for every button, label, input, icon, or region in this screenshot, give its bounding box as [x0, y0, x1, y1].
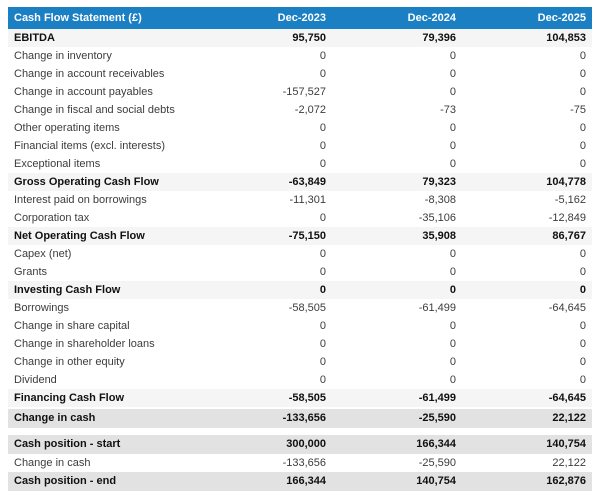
- row-label: EBITDA: [14, 31, 55, 44]
- row-label: Change in shareholder loans: [14, 337, 155, 350]
- row-value: 0: [319, 49, 326, 62]
- row-value: 0: [579, 337, 586, 350]
- table-row: [8, 173, 592, 191]
- row-value: -8,308: [424, 193, 456, 206]
- row-label: Net Operating Cash Flow: [14, 229, 145, 242]
- table-row: [8, 119, 592, 137]
- row-label: Corporation tax: [14, 211, 90, 224]
- row-label: Change in other equity: [14, 355, 125, 368]
- row-value: -12,849: [548, 211, 586, 224]
- row-value: 0: [449, 139, 456, 152]
- table-row: [8, 454, 592, 472]
- row-value: -25,590: [418, 456, 456, 469]
- row-value: 0: [579, 139, 586, 152]
- table-row: [8, 263, 592, 281]
- row-label: Capex (net): [14, 247, 72, 260]
- row-value: 104,778: [546, 175, 586, 188]
- row-value: -73: [440, 103, 456, 116]
- row-value: 79,323: [422, 175, 456, 188]
- section-divider-gap: [8, 428, 592, 435]
- row-value: 0: [579, 121, 586, 134]
- table-row: [8, 227, 592, 245]
- row-value: -61,499: [418, 301, 456, 314]
- row-value: 0: [319, 373, 326, 386]
- row-value: 0: [319, 265, 326, 278]
- row-value: 0: [579, 355, 586, 368]
- row-label: Change in cash: [14, 456, 91, 469]
- table-row: [8, 83, 592, 101]
- table-row: [8, 472, 592, 491]
- row-value: 0: [449, 283, 456, 296]
- table-row: [8, 317, 592, 335]
- row-value: 35,908: [422, 229, 456, 242]
- table-row: [8, 353, 592, 371]
- row-value: -75,150: [288, 229, 326, 242]
- row-label: Other operating items: [14, 121, 120, 134]
- row-value: 79,396: [422, 31, 456, 44]
- table-row: [8, 65, 592, 83]
- row-label: Financial items (excl. interests): [14, 139, 165, 152]
- row-label: Cash position - start: [14, 438, 121, 450]
- row-value: 0: [579, 265, 586, 278]
- table-row: [8, 389, 592, 407]
- row-value: -75: [570, 103, 586, 116]
- row-value: 104,853: [546, 31, 586, 44]
- row-value: -35,106: [418, 211, 456, 224]
- row-value: 0: [449, 121, 456, 134]
- row-value: 0: [449, 355, 456, 368]
- row-value: 0: [579, 319, 586, 332]
- row-value: -64,645: [548, 391, 586, 404]
- row-value: 22,122: [552, 456, 586, 469]
- row-label: Change in share capital: [14, 319, 130, 332]
- row-value: 0: [449, 85, 456, 98]
- row-value: 0: [449, 67, 456, 80]
- row-value: 0: [319, 247, 326, 260]
- row-value: -11,301: [289, 193, 326, 206]
- row-value: -64,645: [548, 301, 586, 314]
- table-row: [8, 335, 592, 353]
- row-value: 300,000: [286, 438, 326, 450]
- row-value: 0: [449, 337, 456, 350]
- row-value: -133,656: [282, 456, 326, 469]
- row-value: 0: [319, 211, 326, 224]
- table-row: [8, 209, 592, 227]
- row-value: 0: [579, 67, 586, 80]
- row-value: -157,527: [282, 85, 326, 98]
- row-value: 0: [319, 121, 326, 134]
- row-value: 140,754: [416, 475, 456, 487]
- table-row: [8, 29, 592, 47]
- row-label: Change in account payables: [14, 85, 153, 98]
- row-label: Change in account receivables: [14, 67, 165, 80]
- row-label: Grants: [14, 265, 48, 278]
- table-body-cash-flow: [8, 29, 592, 428]
- row-value: 0: [579, 49, 586, 62]
- row-label: Interest paid on borrowings: [14, 193, 147, 206]
- column-header-dec-2024: Dec-2024: [407, 11, 456, 24]
- row-value: 166,344: [286, 475, 326, 487]
- table-row: [8, 245, 592, 263]
- row-value: 95,750: [292, 31, 326, 44]
- table-row: [8, 191, 592, 209]
- row-value: 0: [579, 373, 586, 386]
- table-row: [8, 137, 592, 155]
- row-value: 0: [319, 283, 326, 296]
- column-header-dec-2023: Dec-2023: [277, 11, 326, 24]
- row-label: Borrowings: [14, 301, 70, 314]
- table-row: [8, 155, 592, 173]
- row-value: 162,876: [546, 475, 586, 487]
- table-row: [8, 409, 592, 428]
- table-row: [8, 281, 592, 299]
- table-title: Cash Flow Statement (£): [14, 11, 142, 24]
- table-row: [8, 299, 592, 317]
- table-row: [8, 47, 592, 65]
- table-header-row: [8, 7, 592, 29]
- row-value: 0: [449, 49, 456, 62]
- row-value: 0: [579, 85, 586, 98]
- row-value: -5,162: [554, 193, 586, 206]
- row-value: 166,344: [416, 438, 456, 450]
- row-value: 140,754: [546, 438, 586, 450]
- table-row: [8, 371, 592, 389]
- row-label: Exceptional items: [14, 157, 101, 170]
- row-label: Gross Operating Cash Flow: [14, 175, 159, 188]
- row-value: -61,499: [418, 391, 456, 404]
- row-value: -2,072: [294, 103, 326, 116]
- table-row: [8, 101, 592, 119]
- row-value: 0: [319, 67, 326, 80]
- row-label: Dividend: [14, 373, 57, 386]
- row-label: Investing Cash Flow: [14, 283, 121, 296]
- row-value: 0: [449, 247, 456, 260]
- row-label: Change in fiscal and social debts: [14, 103, 175, 116]
- column-header-dec-2025: Dec-2025: [537, 11, 586, 24]
- row-label: Change in inventory: [14, 49, 112, 62]
- row-value: 0: [449, 265, 456, 278]
- row-value: 86,767: [552, 229, 586, 242]
- row-value: 0: [319, 337, 326, 350]
- row-value: -25,590: [418, 412, 456, 424]
- row-value: 0: [449, 319, 456, 332]
- row-value: -58,505: [288, 301, 326, 314]
- table-row: [8, 435, 592, 454]
- row-value: -133,656: [282, 412, 326, 424]
- row-value: 22,122: [552, 412, 586, 424]
- table-body-cash-position: [8, 435, 592, 491]
- row-value: 0: [449, 373, 456, 386]
- row-value: -63,849: [288, 175, 326, 188]
- cash-flow-statement-table: [8, 7, 592, 491]
- row-value: 0: [319, 319, 326, 332]
- row-label: Cash position - end: [14, 475, 117, 487]
- row-value: 0: [319, 157, 326, 170]
- row-label: Financing Cash Flow: [14, 391, 125, 404]
- row-value: 0: [579, 283, 586, 296]
- row-value: -58,505: [288, 391, 326, 404]
- row-value: 0: [579, 157, 586, 170]
- row-value: 0: [579, 247, 586, 260]
- row-value: 0: [319, 139, 326, 152]
- row-value: 0: [449, 157, 456, 170]
- row-label: Change in cash: [14, 412, 96, 424]
- row-value: 0: [319, 355, 326, 368]
